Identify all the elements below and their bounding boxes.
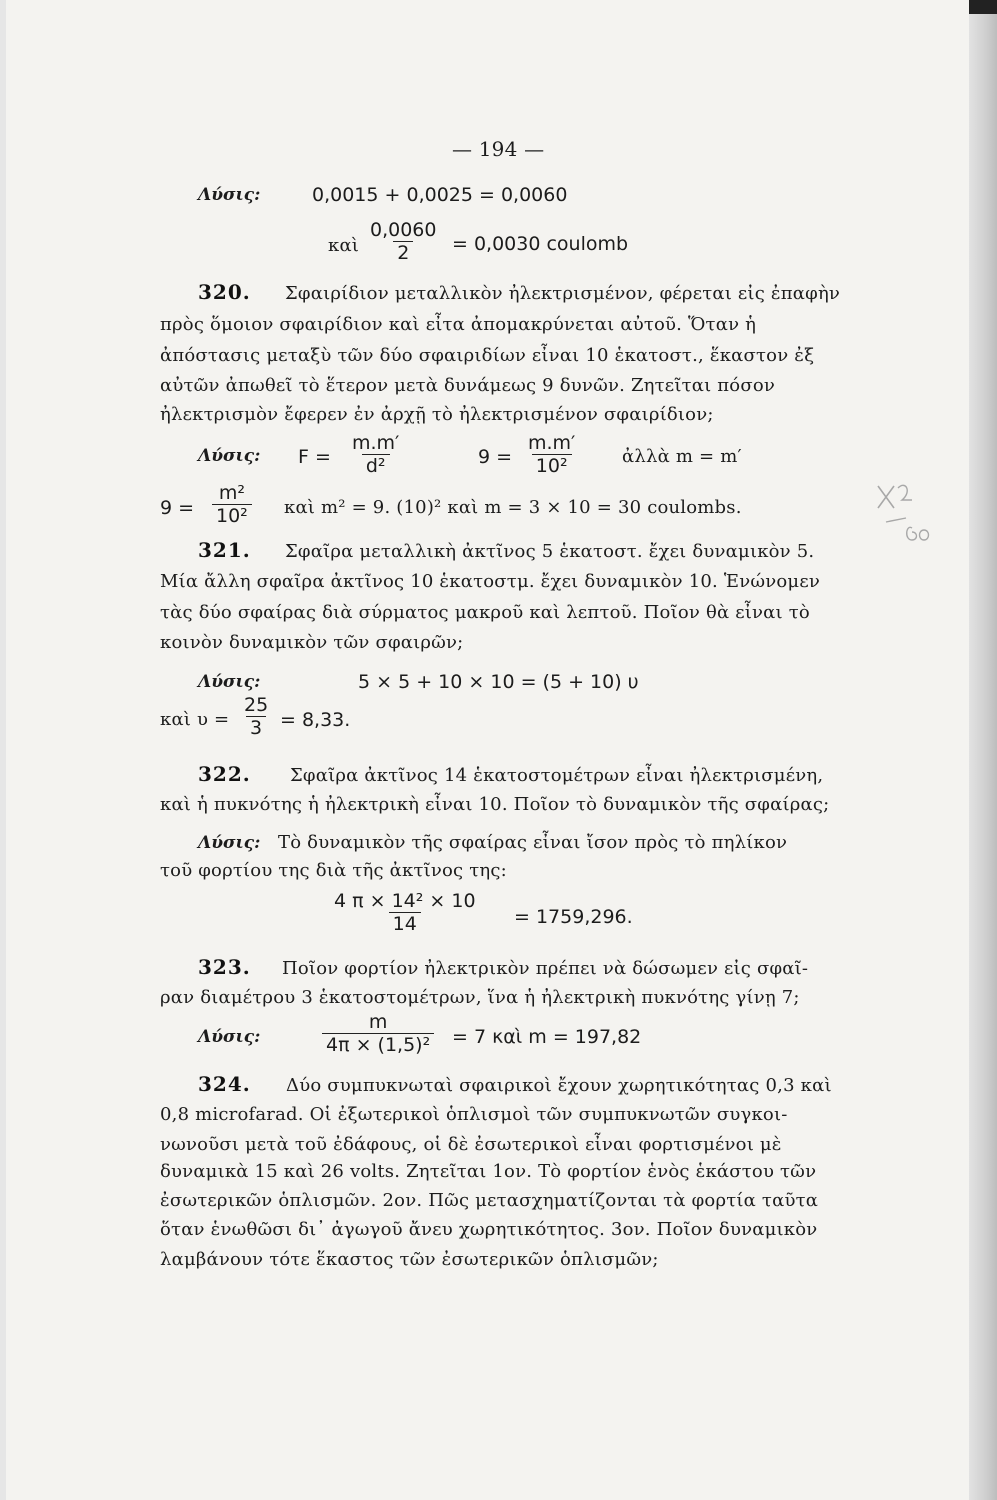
problem-text-line: τὰς δύο σφαίρας διὰ σύρματος μακροῦ καὶ λεπτοῦ. Ποῖον θὰ εἶναι τὸ bbox=[160, 602, 810, 623]
pencil-mark-icon bbox=[872, 478, 942, 548]
fraction bbox=[240, 694, 272, 739]
problem-number: 321. bbox=[198, 538, 251, 562]
page-number: — 194 — bbox=[452, 137, 545, 161]
equation-lhs: 9 = bbox=[160, 497, 195, 519]
fraction bbox=[366, 219, 440, 264]
fraction-numerator: m² bbox=[218, 482, 245, 504]
fraction-numerator: 25 bbox=[244, 694, 269, 716]
problem-text-line: Σφαῖρα μεταλλικὴ ἀκτῖνος 5 ἑκατοστ. ἔχει δυναμικὸν 5. bbox=[285, 541, 815, 562]
problem-text-line: Δύο συμπυκνωταὶ σφαιρικοὶ ἔχουν χωρητικότητας 0,3 καὶ bbox=[286, 1075, 832, 1096]
problem-text-line: ραν διαμέτρου 3 ἑκατοστομέτρων, ἵνα ἡ ἠλεκτρικὴ πυκνότης γίνῃ 7; bbox=[160, 987, 800, 1008]
fraction-denominator: 10² bbox=[212, 504, 252, 527]
fraction-denominator: 2 bbox=[393, 241, 413, 264]
conjunction: καὶ bbox=[328, 235, 360, 256]
solution-label: Λύσις: bbox=[198, 672, 261, 692]
problem-text-line: λαμβάνουν τότε ἕκαστος τῶν ἐσωτερικῶν ὁπλισμῶν; bbox=[160, 1249, 659, 1270]
problem-text-line: Σφαῖρα ἀκτῖνος 14 ἑκατοστομέτρων εἶναι ἠλεκτρισμένη, bbox=[290, 765, 824, 786]
fraction-numerator: m bbox=[368, 1011, 388, 1033]
problem-text-line: αὐτῶν ἀπωθεῖ τὸ ἕτερον μετὰ δυνάμεως 9 δυνῶν. Ζητεῖται πόσον bbox=[160, 375, 775, 396]
equation: 5 × 5 + 10 × 10 = (5 + 10) υ bbox=[358, 671, 639, 693]
fraction-numerator: 4 π × 14² × 10 bbox=[334, 890, 476, 912]
equation-result: = 1759,296. bbox=[514, 906, 633, 928]
equation-result: = 0,0030 coulomb bbox=[452, 233, 629, 255]
problem-text-line: Μία ἄλλη σφαῖρα ἀκτῖνος 10 ἑκατοστμ. ἔχει δυναμικὸν 10. Ἑνώνομεν bbox=[160, 571, 820, 592]
solution-label: Λύσις: bbox=[198, 833, 261, 853]
problem-text-line: 0,8 microfarad. Οἱ ἐξωτερικοὶ ὁπλισμοὶ τῶν συμπυκνωτῶν συγκοι- bbox=[160, 1104, 788, 1125]
problem-text-line: ἀπόστασις μεταξὺ τῶν δύο σφαιριδίων εἶναι 10 ἑκατοστ., ἕκαστον ἐξ bbox=[160, 345, 815, 366]
fraction-denominator: d² bbox=[362, 454, 390, 477]
problem-text-line: νωνοῦσι μετὰ τοῦ ἐδάφους, οἱ δὲ ἐσωτερικοὶ εἶναι φορτισμένοι μὲ bbox=[160, 1134, 782, 1155]
fraction bbox=[348, 432, 403, 477]
problem-number: 324. bbox=[198, 1072, 251, 1096]
problem-number: 323. bbox=[198, 955, 251, 979]
problem-text-line: ἠλεκτρισμὸν ἔφερεν ἐν ἀρχῇ τὸ ἠλεκτρισμένον σφαιρίδιον; bbox=[160, 404, 714, 425]
solution-text: Τὸ δυναμικὸν τῆς σφαίρας εἶναι ἴσον πρὸς τὸ πηλίκον bbox=[278, 832, 788, 853]
problem-number: 322. bbox=[198, 762, 251, 786]
problem-number: 320. bbox=[198, 280, 251, 304]
solution-label: Λύσις: bbox=[198, 185, 261, 205]
fraction bbox=[524, 432, 579, 477]
fraction bbox=[212, 482, 252, 527]
equation-note: ἀλλὰ m = m′ bbox=[622, 446, 742, 467]
fraction-numerator: m.m′ bbox=[352, 432, 400, 454]
problem-text-line: ἐσωτερικῶν ὁπλισμῶν. 2ον. Πῶς μετασχηματίζονται τὰ φορτία ταῦτα bbox=[160, 1190, 819, 1211]
fraction bbox=[330, 890, 480, 935]
fraction-denominator: 14 bbox=[389, 912, 421, 935]
fraction-denominator: 10² bbox=[532, 454, 572, 477]
problem-text-line: ὅταν ἑνωθῶσι δι᾽ ἀγωγοῦ ἄνευ χωρητικότητος. 3ον. Ποῖον δυναμικὸν bbox=[160, 1219, 818, 1240]
equation-lhs: καὶ υ = bbox=[160, 709, 230, 730]
problem-text-line: καὶ ἡ πυκνότης ἡ ἠλεκτρικὴ εἶναι 10. Ποῖον τὸ δυναμικὸν τῆς σφαίρας; bbox=[160, 794, 830, 815]
problem-text-line: πρὸς ὅμοιον σφαιρίδιον καὶ εἶτα ἀπομακρύνεται αὐτοῦ. Ὅταν ἡ bbox=[160, 314, 757, 335]
solution-text: τοῦ φορτίου της διὰ τῆς ἀκτῖνος της: bbox=[160, 860, 507, 881]
equation-result: = 7 καὶ m = 197,82 bbox=[452, 1026, 642, 1048]
problem-text-line: Ποῖον φορτίον ἠλεκτρικὸν πρέπει νὰ δώσωμεν εἰς σφαῖ- bbox=[282, 958, 809, 979]
problem-text-line: Σφαιρίδιον μεταλλικὸν ἠλεκτρισμένον, φέρεται εἰς ἐπαφὴν bbox=[285, 283, 841, 304]
equation-lhs: F = bbox=[298, 446, 331, 468]
equation: καὶ m² = 9. (10)² καὶ m = 3 × 10 = 30 coulombs. bbox=[284, 497, 742, 518]
equation-lhs: 9 = bbox=[478, 446, 513, 468]
equation: 0,0015 + 0,0025 = 0,0060 bbox=[312, 184, 568, 206]
fraction bbox=[322, 1011, 434, 1056]
fraction-numerator: 0,0060 bbox=[370, 219, 437, 241]
solution-label: Λύσις: bbox=[198, 446, 261, 466]
fraction-denominator: 3 bbox=[246, 716, 266, 739]
fraction-denominator: 4π × (1,5)² bbox=[322, 1033, 434, 1056]
fraction-numerator: m.m′ bbox=[528, 432, 576, 454]
problem-text-line: κοινὸν δυναμικὸν τῶν σφαιρῶν; bbox=[160, 632, 464, 653]
solution-label: Λύσις: bbox=[198, 1027, 261, 1047]
equation-result: = 8,33. bbox=[280, 709, 351, 731]
problem-text-line: δυναμικὰ 15 καὶ 26 volts. Ζητεῖται 1ον. Τὸ φορτίον ἑνὸς ἑκάστου τῶν bbox=[160, 1161, 817, 1182]
